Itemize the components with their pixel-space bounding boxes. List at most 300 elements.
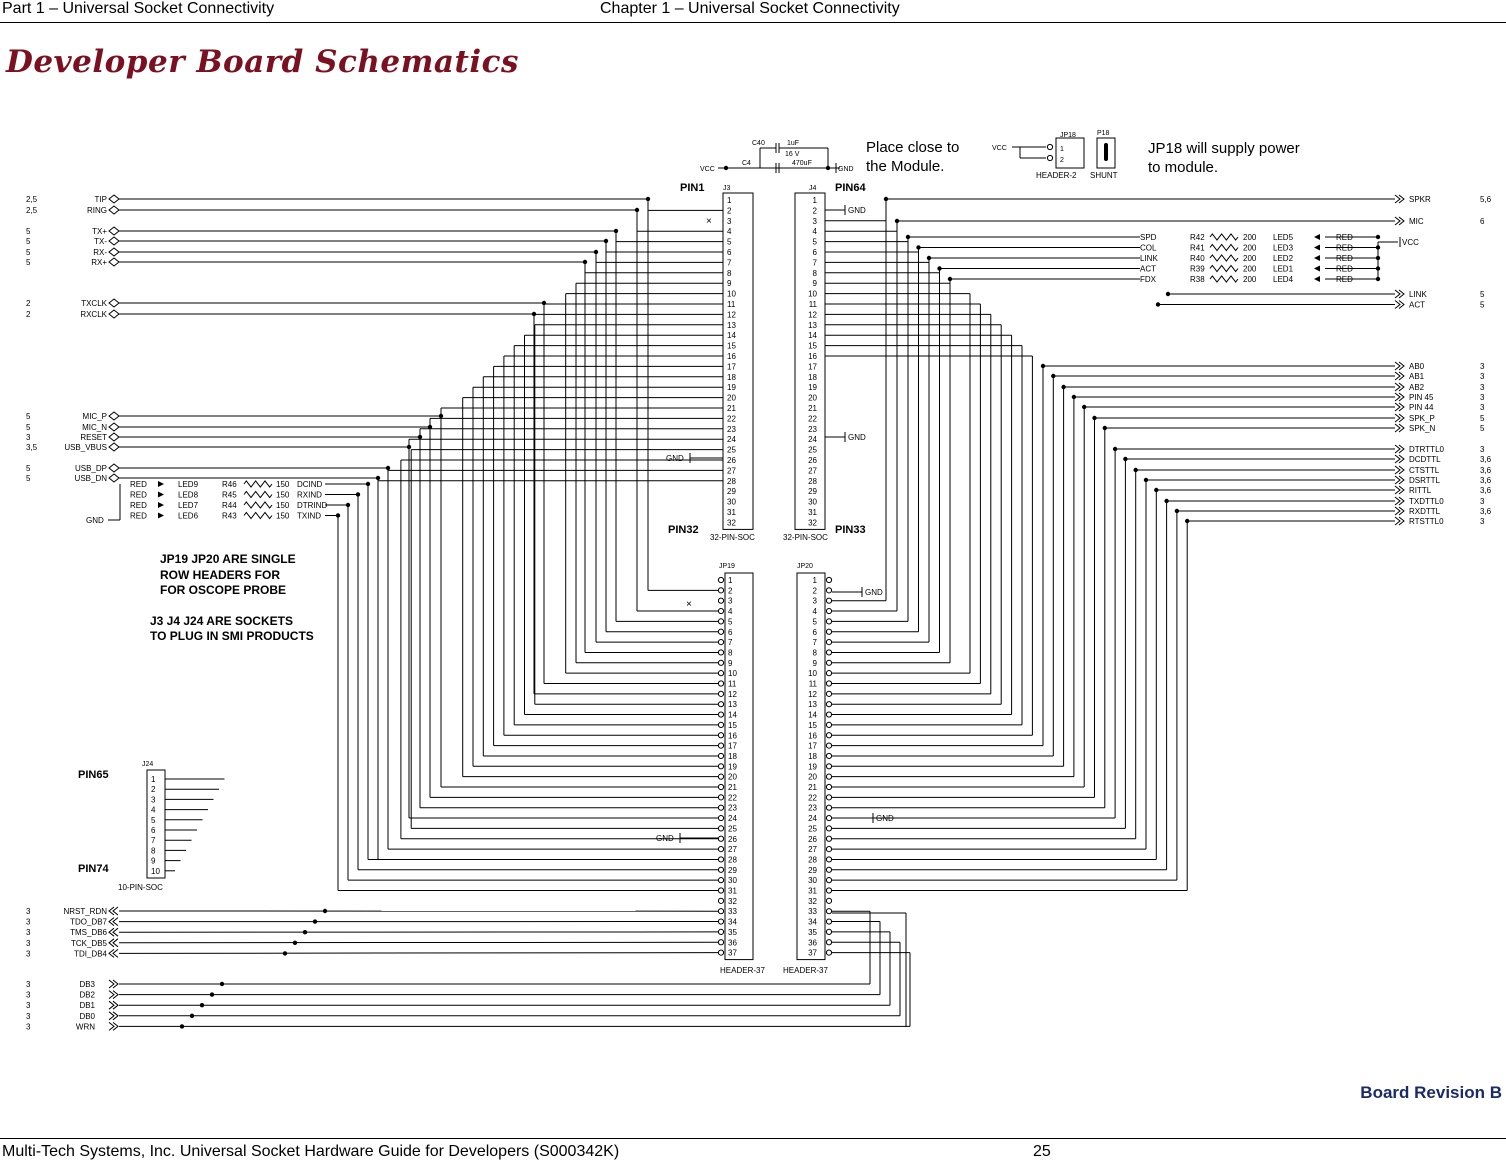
led-color: RED — [1336, 265, 1353, 274]
resistor — [244, 481, 272, 487]
connector-arrow — [1395, 497, 1400, 505]
j3-pin-number: 12 — [727, 310, 736, 319]
port-marker — [109, 206, 119, 214]
resistor-value: 200 — [1243, 233, 1257, 242]
j24-pin-number: 7 — [151, 836, 156, 845]
led-color: RED — [1336, 275, 1353, 284]
pin-circle — [718, 929, 723, 934]
signal-name: NRST_RDN — [63, 907, 107, 916]
jp19-pin-number: 4 — [728, 607, 733, 616]
pin-circle — [718, 847, 723, 852]
jp19-pin-number: 10 — [728, 669, 737, 678]
signal-name: WRN — [76, 1022, 95, 1031]
signal-ref: 3,5 — [26, 443, 38, 452]
j24-type-label: 10-PIN-SOC — [118, 883, 163, 892]
signal-name: RTSTTL0 — [1409, 517, 1444, 526]
jp19-pin-number: 36 — [728, 938, 737, 947]
connector-arrow — [1395, 403, 1400, 411]
port-marker — [109, 195, 119, 203]
signal-ref: 5 — [1480, 290, 1485, 299]
jp20-pin-number: 35 — [808, 928, 817, 937]
j24-pin-number: 5 — [151, 816, 156, 825]
j4-pin-number: 22 — [808, 414, 817, 423]
pin-circle — [826, 691, 831, 696]
port-marker — [109, 464, 119, 472]
jp19-pin-number: 18 — [728, 752, 737, 761]
junction-dot — [210, 992, 214, 996]
port-marker — [109, 227, 119, 235]
j24-pin-number: 3 — [151, 795, 156, 804]
jp19-pin-number: 7 — [728, 638, 733, 647]
pin64-label: PIN64 — [835, 182, 866, 194]
resistor-label: R45 — [222, 491, 237, 500]
pin-circle — [826, 598, 831, 603]
signal-ref: 3,6 — [1480, 507, 1492, 516]
pin-circle — [718, 702, 723, 707]
pin-circle — [826, 608, 831, 613]
resistor — [1210, 255, 1238, 261]
port-marker — [109, 433, 119, 441]
connector-arrow — [1395, 476, 1400, 484]
pin-circle — [718, 888, 723, 893]
junction-dot — [323, 909, 327, 913]
led-diode — [1314, 255, 1320, 261]
j24-pin-number: 6 — [151, 826, 156, 835]
port-marker — [109, 237, 119, 245]
j3-pin-number: 32 — [727, 518, 736, 527]
j3-pin-number: 11 — [727, 300, 736, 309]
signal-name: TCK_DB5 — [71, 939, 108, 948]
resistor — [1210, 245, 1238, 251]
led-diode — [158, 492, 164, 498]
pin-circle — [826, 815, 831, 820]
led-color: RED — [130, 512, 147, 521]
j3-pin-number: 3 — [727, 217, 732, 226]
connector-arrow — [113, 949, 118, 957]
jp19-pin-number: 1 — [728, 576, 733, 585]
j4-pin-number: 19 — [808, 383, 817, 392]
signal-ref: 3 — [1480, 372, 1485, 381]
j4-pin-number: 20 — [808, 394, 817, 403]
junction-dot — [1166, 292, 1170, 296]
signal-ref: 2 — [26, 299, 31, 308]
pin-circle — [826, 660, 831, 665]
junction-dot — [200, 1003, 204, 1007]
jp19-pin-number: 21 — [728, 783, 737, 792]
pin-circle — [718, 898, 723, 903]
signal-ref: 5 — [26, 248, 31, 257]
jp19-pin-number: 25 — [728, 824, 737, 833]
signal-ref: 3 — [1480, 403, 1485, 412]
resistor-label: R46 — [222, 480, 237, 489]
port-marker — [109, 258, 119, 266]
j3-pin-number: 31 — [727, 508, 736, 517]
placement-note: Place close to — [866, 139, 959, 156]
jp20-label: JP20 — [797, 563, 813, 570]
signal-name: DB3 — [79, 980, 95, 989]
pin-circle — [826, 722, 831, 727]
jp20-pin-number: 15 — [808, 721, 817, 730]
jp19-pin-number: 2 — [728, 586, 733, 595]
jp20-pin-number: 9 — [813, 659, 818, 668]
signal-ref: 3,6 — [1480, 455, 1492, 464]
connector-arrow — [1395, 195, 1400, 203]
j3-pin-number: 18 — [727, 373, 736, 382]
resistor-label: R41 — [1190, 244, 1205, 253]
note-text: JP19 JP20 ARE SINGLE — [160, 552, 296, 566]
jp20-type-label: HEADER-37 — [783, 966, 828, 975]
junction-dot — [1156, 302, 1160, 306]
jp19-pin-number: 16 — [728, 731, 737, 740]
led-label: LED1 — [1273, 265, 1294, 274]
signal-name: SPD — [1140, 233, 1157, 242]
resistor-value: 200 — [1243, 244, 1257, 253]
j4-pin-number: 26 — [808, 456, 817, 465]
jp19-pin-number: 28 — [728, 855, 737, 864]
signal-name: DCDTTL — [1409, 455, 1441, 464]
jp19-pin-number: 23 — [728, 804, 737, 813]
j3-pin-number: 29 — [727, 487, 736, 496]
j4-pin-number: 1 — [813, 196, 818, 205]
connector-arrow — [1395, 290, 1400, 298]
junction-dot — [826, 166, 830, 170]
jp20-pin-number: 30 — [808, 876, 817, 885]
resistor-value: 200 — [1243, 265, 1257, 274]
connector-arrow — [1395, 362, 1400, 370]
resistor-label: R38 — [1190, 275, 1205, 284]
signal-name: RESET — [80, 433, 107, 442]
j4-pin-number: 9 — [813, 279, 818, 288]
signal-name: FDX — [1140, 275, 1157, 284]
resistor — [244, 513, 272, 519]
pin-circle — [718, 598, 723, 603]
pin-circle — [718, 588, 723, 593]
j24-pin-number: 8 — [151, 846, 156, 855]
j4-pin-number: 25 — [808, 446, 817, 455]
connector-arrow — [109, 1012, 114, 1020]
page-number: 25 — [1033, 1143, 1051, 1161]
wire — [119, 953, 718, 954]
pin1-label: PIN1 — [680, 182, 704, 194]
j4-pin-number: 7 — [813, 258, 818, 267]
j4-pin-number: 27 — [808, 466, 817, 475]
signal-name: TX- — [94, 237, 107, 246]
signal-ref: 5 — [26, 412, 31, 421]
jp18-type: HEADER-2 — [1036, 171, 1077, 180]
pin-circle — [718, 671, 723, 676]
signal-name: USB_DN — [75, 474, 108, 483]
note-text: FOR OSCOPE PROBE — [160, 583, 286, 597]
gnd-label: GND — [865, 588, 883, 597]
signal-name: AB0 — [1409, 362, 1425, 371]
j3-pin-number: 8 — [727, 269, 732, 278]
signal-name: TMS_DB6 — [70, 928, 107, 937]
led-label: LED5 — [1273, 233, 1294, 242]
pin-circle — [718, 919, 723, 924]
jp20-pin-number: 22 — [808, 793, 817, 802]
led-color: RED — [1336, 244, 1353, 253]
pin-circle — [718, 753, 723, 758]
j3-pin-number: 2 — [727, 206, 732, 215]
schematic-diagram — [0, 120, 1506, 1040]
j4-pin-number: 17 — [808, 362, 817, 371]
pin-circle — [718, 681, 723, 686]
page-footer — [0, 1138, 1506, 1166]
jp20-pin-number: 5 — [813, 617, 818, 626]
signal-name: COL — [1140, 244, 1157, 253]
signal-name: PIN 45 — [1409, 393, 1434, 402]
connector-arrow — [113, 928, 118, 936]
junction-dot — [220, 982, 224, 986]
pin-circle — [718, 629, 723, 634]
page-header — [0, 0, 1506, 23]
pin-circle — [826, 733, 831, 738]
signal-name: SPKR — [1409, 195, 1431, 204]
jp20-pin-number: 29 — [808, 866, 817, 875]
j3-pin-number: 4 — [727, 227, 732, 236]
signal-name: DTRTTL0 — [1409, 445, 1445, 454]
pin-circle — [718, 660, 723, 665]
pin-circle — [718, 691, 723, 696]
connector-arrow — [113, 939, 118, 947]
pin-circle — [826, 774, 831, 779]
signal-ref: 3,6 — [1480, 486, 1492, 495]
junction-dot — [303, 930, 307, 934]
j4-pin-number: 10 — [808, 290, 817, 299]
signal-name: DTRIND — [297, 501, 327, 510]
junction-dot — [313, 919, 317, 923]
jp20-pin-number: 3 — [813, 597, 818, 606]
jp20-pin-number: 34 — [808, 918, 817, 927]
jp20-pin-number: 12 — [808, 690, 817, 699]
signal-ref: 5 — [26, 464, 31, 473]
signal-name: TX+ — [92, 227, 107, 236]
j4-type-label: 32-PIN-SOC — [783, 533, 828, 542]
pin-circle — [826, 681, 831, 686]
j3-pin-number: 15 — [727, 342, 736, 351]
signal-ref: 3 — [26, 1022, 31, 1031]
led-diode — [1314, 234, 1320, 240]
pin-circle — [826, 836, 831, 841]
pin-circle — [718, 608, 723, 613]
resistor-value: 150 — [276, 480, 290, 489]
connector-arrow — [1395, 507, 1400, 515]
signal-name: DB1 — [79, 1001, 95, 1010]
gnd-label: GND — [838, 166, 854, 173]
j4-pin-number: 23 — [808, 425, 817, 434]
j24-socket — [147, 770, 165, 878]
signal-name: TDO_DB7 — [70, 918, 107, 927]
jp20-pin-number: 11 — [809, 680, 818, 689]
jp20-pin-number: 32 — [808, 897, 817, 906]
led-diode — [1314, 245, 1320, 251]
jp19-pin-number: 3 — [728, 597, 733, 606]
jp20-pin-number: 28 — [808, 855, 817, 864]
gnd-label: GND — [656, 834, 674, 843]
j4-pin-number: 6 — [813, 248, 818, 257]
port-marker — [109, 443, 119, 451]
pin-circle — [826, 753, 831, 758]
gnd-label: GND — [876, 814, 894, 823]
jp20-pin-number: 31 — [808, 887, 817, 896]
resistor — [244, 492, 272, 498]
signal-ref: 3,6 — [1480, 476, 1492, 485]
jp20-pin-number: 21 — [808, 783, 817, 792]
signal-ref: 5 — [1480, 301, 1485, 310]
signal-ref: 3 — [1480, 393, 1485, 402]
j4-pin-number: 16 — [808, 352, 817, 361]
resistor-label: R39 — [1190, 265, 1205, 274]
pin-circle — [718, 805, 723, 810]
signal-ref: 2,5 — [26, 195, 38, 204]
shunt-label: SHUNT — [1090, 171, 1118, 180]
jp20-pin-number: 1 — [813, 576, 818, 585]
j4-pin-number: 21 — [808, 404, 817, 413]
j24-pin-number: 2 — [151, 785, 156, 794]
jp19-pin-number: 17 — [728, 742, 737, 751]
signal-ref: 5,6 — [1480, 195, 1492, 204]
j24-pin-number: 4 — [151, 806, 156, 815]
j3-label: J3 — [723, 185, 731, 192]
jp19-pin-number: 9 — [728, 659, 733, 668]
pin-circle — [718, 722, 723, 727]
signal-ref: 3 — [26, 928, 31, 937]
jp20-pin-number: 14 — [808, 711, 817, 720]
j3-pin-number: 14 — [727, 331, 736, 340]
jp19-pin-number: 37 — [728, 949, 737, 958]
pin-circle — [826, 909, 831, 914]
j24-pin-number: 10 — [151, 867, 160, 876]
header-part: Part 1 – Universal Socket Connectivity — [2, 0, 274, 18]
connector-arrow — [1395, 301, 1400, 309]
pin-circle — [718, 640, 723, 645]
junction-dot — [190, 1014, 194, 1018]
header-chapter: Chapter 1 – Universal Socket Connectivity — [600, 0, 900, 18]
gnd-label: GND — [848, 433, 866, 442]
board-revision: Board Revision B — [1360, 1083, 1502, 1103]
signal-name: DB0 — [79, 1012, 95, 1021]
pin-circle — [826, 857, 831, 862]
j3-pin-number: 1 — [727, 196, 732, 205]
signal-name: RXCLK — [80, 310, 107, 319]
junction-dot — [180, 1024, 184, 1028]
jp19-pin-number: 12 — [728, 690, 737, 699]
pin-circle — [1047, 144, 1052, 149]
pin-circle — [826, 950, 831, 955]
pin-circle — [718, 857, 723, 862]
led-label: LED7 — [178, 501, 199, 510]
signal-ref: 3 — [26, 918, 31, 927]
signal-ref: 3 — [1480, 497, 1485, 506]
pin-circle — [826, 929, 831, 934]
signal-ref: 2 — [26, 310, 31, 319]
jp20-pin-number: 7 — [813, 638, 818, 647]
signal-ref: 3 — [26, 433, 31, 442]
j3-pin-number: 19 — [727, 383, 736, 392]
note-text: TO PLUG IN SMI PRODUCTS — [150, 629, 314, 643]
jp20-pin-number: 8 — [813, 648, 818, 657]
signal-name: AB2 — [1409, 383, 1425, 392]
jp19-pin-number: 34 — [728, 918, 737, 927]
j4-pin-number: 5 — [813, 238, 818, 247]
pin-circle — [826, 702, 831, 707]
j3-pin-number: 9 — [727, 279, 732, 288]
connector-arrow — [1395, 372, 1400, 380]
jp20-pin-number: 27 — [808, 845, 817, 854]
pin32-label: PIN32 — [668, 524, 699, 536]
j3-pin-number: 21 — [727, 404, 736, 413]
c4-value: 470uF — [792, 160, 812, 167]
jp20-pin-number: 4 — [813, 607, 818, 616]
resistor-value: 150 — [276, 501, 290, 510]
signal-name: PIN 44 — [1409, 403, 1434, 412]
connector-arrow — [1395, 445, 1400, 453]
signal-name: DCIND — [297, 480, 323, 489]
led-diode — [158, 481, 164, 487]
j3-pin-number: 25 — [727, 446, 736, 455]
pin-circle — [718, 733, 723, 738]
jp19-type-label: HEADER-37 — [720, 966, 765, 975]
signal-name: TXIND — [297, 512, 321, 521]
jp19-pin-number: 13 — [728, 700, 737, 709]
signal-name: CTSTTL — [1409, 466, 1440, 475]
voltage-label: 16 V — [785, 151, 800, 158]
resistor-value: 200 — [1243, 254, 1257, 263]
led-label: LED2 — [1273, 254, 1294, 263]
port-marker — [109, 423, 119, 431]
pin-circle — [826, 619, 831, 624]
jp20-pin-number: 13 — [808, 700, 817, 709]
signal-ref: 3,6 — [1480, 466, 1492, 475]
j4-pin-number: 2 — [813, 206, 818, 215]
resistor — [1210, 266, 1238, 272]
led-label: LED9 — [178, 480, 199, 489]
gnd-label: GND — [666, 454, 684, 463]
jp19-pin-number: 35 — [728, 928, 737, 937]
jp19-pin-number: 6 — [728, 628, 733, 637]
jp19-pin-number: 27 — [728, 845, 737, 854]
jp20-pin-number: 17 — [808, 742, 817, 751]
pin-circle — [826, 898, 831, 903]
j4-pin-number: 28 — [808, 477, 817, 486]
pin-circle — [826, 764, 831, 769]
signal-ref: 3 — [26, 980, 31, 989]
c4-label: C4 — [742, 160, 751, 167]
pin-circle — [718, 815, 723, 820]
pin-circle — [718, 743, 723, 748]
led-diode — [1314, 266, 1320, 272]
signal-name: MIC — [1409, 217, 1424, 226]
signal-name: RX- — [93, 248, 107, 257]
pin-circle — [826, 577, 831, 582]
signal-ref: 3 — [26, 1001, 31, 1010]
signal-name: RING — [87, 206, 107, 215]
pin-circle — [718, 909, 723, 914]
signal-name: SPK_N — [1409, 424, 1435, 433]
jp20-pin-number: 37 — [808, 949, 817, 958]
port-marker — [109, 474, 119, 482]
j24-label: J24 — [142, 761, 153, 768]
jp18-note: JP18 will supply power — [1148, 140, 1300, 157]
pin-circle — [718, 940, 723, 945]
connector-arrow — [1395, 393, 1400, 401]
jp20-pin-number: 6 — [813, 628, 818, 637]
j3-pin-number: 6 — [727, 248, 732, 257]
pin-circle — [826, 588, 831, 593]
jp19-label: JP19 — [719, 563, 735, 570]
j3-pin-number: 24 — [727, 435, 736, 444]
jp18-label: JP18 — [1060, 132, 1076, 139]
